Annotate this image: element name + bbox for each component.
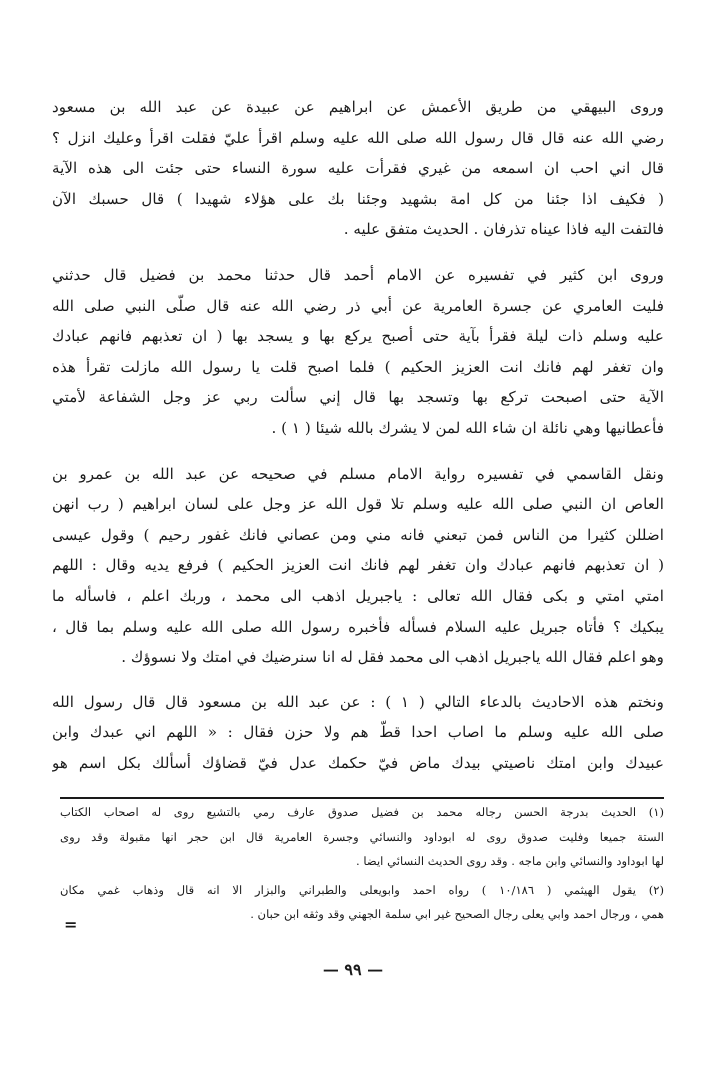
text-line: عبيدك وابن امتك ناصيتي بيدك ماض فيّ حكمك عدل فيّ قضاؤك أسألك بكل اسم هو: [52, 753, 664, 772]
footnotes: [60, 800, 664, 927]
paragraph-4: [52, 687, 664, 779]
text-line: وهو اعلم فقال الله ياجبريل اذهب الى محمد فقل له انا سنرضيك في امتك ولا نسوؤك .: [121, 648, 664, 667]
text-line: الآية حتى اصبحت تركع بها وتسجد بها قال إني سألت ربي عز وجل الشفاعة لأمتي: [52, 388, 664, 407]
text-line: عليه وسلم ذات ليلة فقرأ بآية حتى أصبح يركع بها و يسجد بها ( ان تعذبهم فانهم عبادك: [52, 327, 664, 346]
text-line: يبكيك ؟ فأتاه جبريل عليه السلام فسأله فأخبره رسول الله صلى الله عليه وسلم بما قال ،: [52, 617, 664, 636]
text-line: ونقل القاسمي في تفسيره رواية الامام مسلم في صحيحه عن عبد الله بن عمرو بن: [52, 464, 664, 483]
footnote-2: [60, 878, 664, 927]
paragraph-3: [52, 459, 664, 673]
text-line: ( ان تعذبهم فانهم عبادك وان تغفر لهم فانك انت العزيز الحكيم ) فرفع يديه وقال : اللهم: [52, 556, 664, 575]
text-line: وروى ابن كثير في تفسيره عن الامام أحمد قال حدثنا محمد بن فضيل قال حدثني: [52, 265, 664, 284]
footnote-divider: [60, 797, 664, 799]
text-line: ( فكيف اذا جئنا من كل امة بشهيد وجئنا بك على هؤلاء شهيدا ) قال حسبك الآن: [52, 189, 664, 208]
text-line: رضي الله عنه قال قال رسول الله صلى الله عليه وسلم اقرأ عليّ فقلت اقرأ وعليك انزل ؟: [52, 128, 664, 147]
text-line: صلى الله عليه وسلم ما اصاب احدا قطّ هم ولا حزن فقال : « اللهم اني عبدك وابن: [52, 723, 664, 742]
text-line: فالتفت اليه فاذا عيناه تذرفان . الحديث متفق عليه .: [343, 220, 664, 239]
footnote-1: [60, 800, 664, 874]
continuation-mark: =: [64, 915, 78, 934]
text-line: العاص ان النبي صلى الله عليه وسلم تلا قول الله عز وجل على لسان ابراهيم ( رب انهن: [52, 495, 664, 514]
text-line: فليت العامري عن جسرة العامرية عن أبي ذر رضي الله عنه قال صلّى النبي صلى الله: [52, 296, 664, 315]
footnote-line: لها ابوداود والنسائي وابن ماجه . وقد روى الحديث النسائي ايضا .: [356, 854, 664, 869]
footnote-line: الستة جميعا وفليت صدوق روى له ابوداود والنسائي وجسرة العامرية قال ابن حجر انها مقبولة وقد روى: [60, 829, 664, 844]
footnote-line: (٢) يقول الهيثمي ( ١٠/١٨٦ ) رواه احمد وابويعلى والطبراني والبزار الا انه قال وذهاب غمي مكان: [60, 882, 664, 897]
footnote-line: همي ، ورجال احمد وابي يعلى رجال الصحيح غير ابي سلمة الجهني وقد وثقه ابن حبان .: [250, 907, 664, 922]
text-line: ونختم هذه الاحاديث بالدعاء التالي ( ١ ) : عن عبد الله بن مسعود قال قال رسول الله: [52, 692, 664, 711]
footnote-line: (١) الحديث بدرجة الحسن رجاله محمد بن فضيل صدوق عارف رمي بالتشيع روى له اصحاب الكتاب: [60, 805, 664, 819]
text-line: وان تغفر لهم فانك انت العزيز الحكيم ) فلما اصبح قلت يا رسول الله مازلت تقرأ هذه: [52, 357, 664, 376]
paragraph-1: [52, 92, 664, 245]
main-text: [52, 92, 664, 778]
page-number: — ٩٩ —: [322, 960, 384, 979]
text-line: وروى البيهقي من طريق الأعمش عن ابراهيم عن عبيدة عن عبد الله بن مسعود: [52, 98, 664, 116]
text-line: امتي امتي و بكى فقال الله تعالى : ياجبريل اذهب الى محمد ، وربك اعلم ، فاسأله ما: [52, 586, 664, 605]
text-line: فأعطانيها وهي نائلة ان شاء الله لمن لا يشرك بالله شيئا ( ١ ) .: [271, 418, 664, 437]
paragraph-2: [52, 260, 664, 444]
text-line: اضللن كثيرا من الناس فمن تبعني فانه مني ومن عصاني فانك غفور رحيم ) وقول عيسى: [52, 525, 664, 544]
text-line: قال اني احب ان اسمعه من غيري فقرأت عليه سورة النساء حتى جئت الى هذه الآية: [52, 159, 664, 178]
